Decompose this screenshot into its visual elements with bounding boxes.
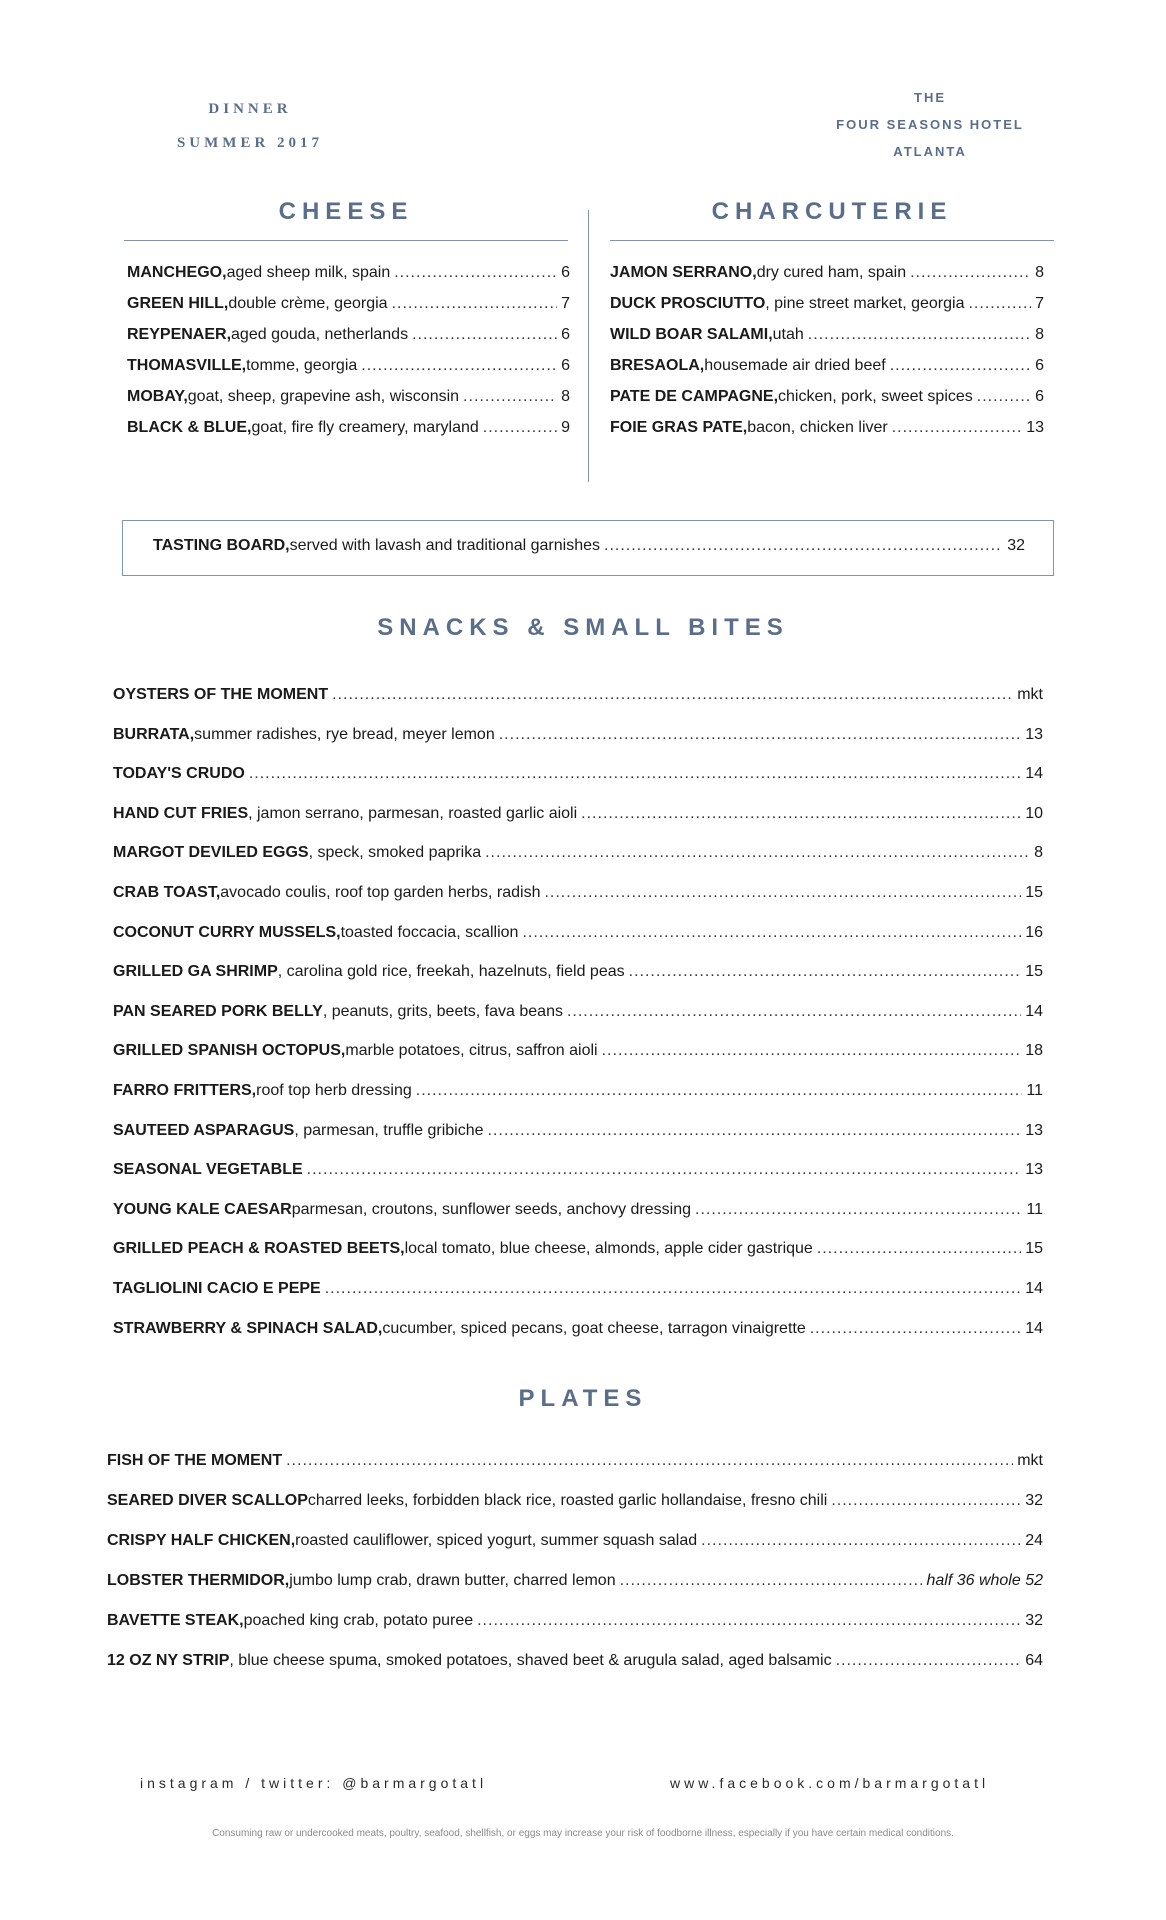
item-name: WILD BOAR SALAMI, xyxy=(610,326,773,343)
item-description: bacon, chicken liver xyxy=(747,419,888,436)
menu-item xyxy=(113,805,1043,845)
item-price: 13 xyxy=(1025,725,1043,743)
foodborne-illness-disclaimer: Consuming raw or undercooked meats, poultry, seafood, shellfish, or eggs may increase your risk of foodborne illness, especially if you have certain medical conditions. xyxy=(212,1828,954,1839)
dot-leader xyxy=(629,963,1022,981)
menu-item xyxy=(610,295,1044,326)
item-description: jumbo lump crab, drawn butter, charred lemon xyxy=(289,1572,616,1589)
item-price: 6 xyxy=(561,264,570,281)
item-name: TODAY'S CRUDO xyxy=(113,765,245,783)
menu-item xyxy=(113,686,1043,726)
item-name: SEARED DIVER SCALLOP xyxy=(107,1492,308,1509)
dot-leader xyxy=(286,1452,1013,1470)
dot-leader xyxy=(332,686,1013,704)
plates-list xyxy=(107,1452,1043,1692)
item-name: CRISPY HALF CHICKEN, xyxy=(107,1532,296,1549)
hotel-logo-line-3: ATLANTA xyxy=(893,144,967,159)
cheese-title: CHEESE xyxy=(278,198,414,225)
dot-leader xyxy=(817,1240,1021,1258)
item-name: CRAB TOAST, xyxy=(113,883,221,901)
item-name: FISH OF THE MOMENT xyxy=(107,1452,283,1469)
menu-item xyxy=(610,357,1044,388)
item-description: aged gouda, netherlands xyxy=(231,326,409,343)
item-price: 8 xyxy=(561,388,570,405)
item-name: 12 OZ NY STRIP xyxy=(107,1652,230,1669)
dot-leader xyxy=(463,388,557,406)
item-name: BURRATA, xyxy=(113,725,195,743)
item-description: marble potatoes, citrus, saffron aioli xyxy=(345,1042,598,1060)
item-name: BAVETTE STEAK, xyxy=(107,1612,244,1629)
item-description: dry cured ham, spain xyxy=(756,264,907,281)
menu-item xyxy=(107,1652,1043,1692)
menu-item xyxy=(127,388,570,419)
item-description: tomme, georgia xyxy=(246,357,358,374)
instagram-twitter-handle: instagram / twitter: @barmargotatl xyxy=(140,1775,488,1791)
item-description: summer radishes, rye bread, meyer lemon xyxy=(194,725,495,743)
item-name: SAUTEED ASPARAGUS xyxy=(113,1121,295,1139)
item-name: YOUNG KALE CAESAR xyxy=(113,1200,292,1218)
item-description: , peanuts, grits, beets, fava beans xyxy=(322,1002,563,1020)
menu-item xyxy=(113,1280,1043,1320)
dot-leader xyxy=(499,726,1021,744)
dot-leader xyxy=(977,388,1031,406)
item-name: BRESAOLA, xyxy=(610,357,705,374)
item-name: TAGLIOLINI CACIO E PEPE xyxy=(113,1279,321,1297)
item-name: FOIE GRAS PATE, xyxy=(610,419,748,436)
item-price: 13 xyxy=(1026,419,1044,436)
item-price: 9 xyxy=(561,419,570,436)
menu-item xyxy=(113,1320,1043,1360)
item-name: MOBAY, xyxy=(127,388,188,405)
item-name: MANCHEGO, xyxy=(127,264,227,281)
hotel-logo-line-2: FOUR SEASONS HOTEL xyxy=(836,117,1024,132)
item-description: local tomato, blue cheese, almonds, apple cider gastrique xyxy=(404,1240,813,1258)
menu-item xyxy=(113,1042,1043,1082)
item-name: MARGOT DEVILED EGGS xyxy=(113,844,309,862)
menu-meal-label: DINNER xyxy=(208,101,292,117)
cheese-list xyxy=(127,264,570,450)
menu-item xyxy=(113,1161,1043,1201)
item-description: , pine street market, georgia xyxy=(765,295,965,312)
dot-leader xyxy=(810,1320,1021,1338)
item-description: , blue cheese spuma, smoked potatoes, shaved beet & arugula salad, aged balsamic xyxy=(229,1652,832,1669)
item-description: poached king crab, potato puree xyxy=(243,1612,474,1629)
tasting-board-item xyxy=(153,537,1025,555)
menu-item xyxy=(127,419,570,450)
dot-leader xyxy=(581,805,1021,823)
dot-leader xyxy=(412,326,557,344)
dot-leader xyxy=(831,1492,1021,1510)
snacks-title: SNACKS & SMALL BITES xyxy=(377,614,789,641)
menu-item xyxy=(127,326,570,357)
dot-leader xyxy=(522,924,1021,942)
menu-season-label: SUMMER 2017 xyxy=(176,135,324,151)
dot-leader xyxy=(416,1082,1023,1100)
item-name: OYSTERS OF THE MOMENT xyxy=(113,686,329,703)
charcuterie-list xyxy=(610,264,1044,450)
item-price: half 36 whole 52 xyxy=(926,1572,1043,1589)
item-description: , parmesan, truffle gribiche xyxy=(294,1121,484,1139)
item-name: JAMON SERRANO, xyxy=(610,264,757,281)
item-price: 14 xyxy=(1025,765,1043,783)
item-name: DUCK PROSCIUTTO xyxy=(610,295,766,312)
dot-leader xyxy=(325,1280,1021,1298)
menu-item xyxy=(610,326,1044,357)
item-name: STRAWBERRY & SPINACH SALAD, xyxy=(113,1319,383,1337)
item-price: 6 xyxy=(1035,388,1044,405)
item-price: 10 xyxy=(1025,804,1043,822)
item-name: LOBSTER THERMIDOR, xyxy=(107,1572,290,1589)
item-price: 8 xyxy=(1034,844,1043,862)
item-name: GRILLED GA SHRIMP xyxy=(113,963,278,981)
dot-leader xyxy=(620,1572,923,1590)
item-price: 6 xyxy=(561,357,570,374)
item-price: 8 xyxy=(1035,326,1044,343)
dot-leader xyxy=(695,1201,1022,1219)
item-description: toasted foccacia, scallion xyxy=(340,923,519,941)
dot-leader xyxy=(890,357,1031,375)
dot-leader xyxy=(394,264,557,282)
menu-item xyxy=(127,357,570,388)
dot-leader xyxy=(544,884,1021,902)
item-description: roasted cauliflower, spiced yogurt, summer squash salad xyxy=(295,1532,698,1549)
dot-leader xyxy=(567,1003,1021,1021)
menu-item xyxy=(127,295,570,326)
item-name: PATE DE CAMPAGNE, xyxy=(610,388,779,405)
menu-item xyxy=(113,1003,1043,1043)
dot-leader xyxy=(808,326,1031,344)
dot-leader xyxy=(968,295,1031,313)
menu-item xyxy=(113,924,1043,964)
item-description: avocado coulis, roof top garden herbs, radish xyxy=(220,883,541,901)
item-name: THOMASVILLE, xyxy=(127,357,247,374)
item-price: 32 xyxy=(1025,1612,1043,1629)
item-name: GRILLED SPANISH OCTOPUS, xyxy=(113,1042,346,1060)
item-name: REYPENAER, xyxy=(127,326,232,343)
menu-header-left xyxy=(150,92,350,160)
dot-leader xyxy=(477,1612,1021,1630)
item-price: 14 xyxy=(1025,1319,1043,1337)
dot-leader xyxy=(483,419,557,437)
item-name: GRILLED PEACH & ROASTED BEETS, xyxy=(113,1240,405,1258)
menu-item xyxy=(113,963,1043,1003)
dot-leader xyxy=(701,1532,1021,1550)
menu-item xyxy=(107,1492,1043,1532)
item-price: 14 xyxy=(1025,1279,1043,1297)
item-price: 32 xyxy=(1025,1492,1043,1509)
item-price: 6 xyxy=(561,326,570,343)
item-description: , speck, smoked paprika xyxy=(308,844,482,862)
menu-item xyxy=(610,419,1044,450)
item-price: 32 xyxy=(1007,537,1025,554)
item-description: , carolina gold rice, freekah, hazelnuts, field peas xyxy=(277,963,625,981)
menu-item xyxy=(113,726,1043,766)
item-description: served with lavash and traditional garnishes xyxy=(289,537,600,554)
menu-item xyxy=(107,1452,1043,1492)
dot-leader xyxy=(307,1161,1022,1179)
item-description: utah xyxy=(772,326,804,343)
menu-item xyxy=(107,1572,1043,1612)
hotel-logo xyxy=(820,84,1040,165)
item-description: double crème, georgia xyxy=(228,295,388,312)
facebook-url: www.facebook.com/barmargotatl xyxy=(670,1775,990,1791)
column-divider xyxy=(588,210,589,482)
item-price: 8 xyxy=(1035,264,1044,281)
item-name: COCONUT CURRY MUSSELS, xyxy=(113,923,341,941)
item-price: 16 xyxy=(1025,923,1043,941)
item-price: 24 xyxy=(1025,1532,1043,1549)
item-description: aged sheep milk, spain xyxy=(226,264,391,281)
dot-leader xyxy=(836,1652,1022,1670)
menu-item xyxy=(113,1082,1043,1122)
item-price: 18 xyxy=(1025,1042,1043,1060)
item-price: 7 xyxy=(1035,295,1044,312)
item-description: chicken, pork, sweet spices xyxy=(778,388,973,405)
item-price: 11 xyxy=(1026,1081,1043,1099)
item-description: parmesan, croutons, sunflower seeds, anchovy dressing xyxy=(291,1200,692,1218)
item-name: HAND CUT FRIES xyxy=(113,804,249,822)
item-price: 15 xyxy=(1025,963,1043,981)
item-name: TASTING BOARD, xyxy=(153,537,290,554)
dot-leader xyxy=(392,295,558,313)
menu-item xyxy=(610,388,1044,419)
menu-item xyxy=(127,264,570,295)
dot-leader xyxy=(604,537,1003,555)
cheese-divider xyxy=(124,240,568,241)
dot-leader xyxy=(910,264,1031,282)
item-name: FARRO FRITTERS, xyxy=(113,1081,257,1099)
item-name: PAN SEARED PORK BELLY xyxy=(113,1002,323,1020)
item-price: 14 xyxy=(1025,1002,1043,1020)
menu-item xyxy=(113,884,1043,924)
dot-leader xyxy=(361,357,557,375)
item-price: 15 xyxy=(1025,1240,1043,1258)
item-price: 13 xyxy=(1025,1161,1043,1179)
menu-item xyxy=(107,1612,1043,1652)
item-price: 15 xyxy=(1025,883,1043,901)
item-description: cucumber, spiced pecans, goat cheese, tarragon vinaigrette xyxy=(382,1319,806,1337)
plates-title: PLATES xyxy=(518,1385,648,1412)
item-price: 7 xyxy=(561,295,570,312)
item-price: 64 xyxy=(1025,1652,1043,1669)
item-price: 11 xyxy=(1026,1200,1043,1218)
item-description: housemade air dried beef xyxy=(704,357,886,374)
menu-item xyxy=(610,264,1044,295)
menu-item xyxy=(113,844,1043,884)
charcuterie-title: CHARCUTERIE xyxy=(711,198,953,225)
item-price: 13 xyxy=(1025,1121,1043,1139)
item-name: GREEN HILL, xyxy=(127,295,229,312)
item-description: goat, fire fly creamery, maryland xyxy=(251,419,479,436)
dot-leader xyxy=(892,419,1022,437)
menu-item xyxy=(113,1240,1043,1280)
charcuterie-divider xyxy=(610,240,1054,241)
dot-leader xyxy=(602,1042,1022,1060)
item-description: , jamon serrano, parmesan, roasted garlic aioli xyxy=(248,804,578,822)
item-description: charred leeks, forbidden black rice, roasted garlic hollandaise, fresno chili xyxy=(307,1492,828,1509)
item-name: BLACK & BLUE, xyxy=(127,419,252,436)
item-price: 6 xyxy=(1035,357,1044,374)
dot-leader xyxy=(485,844,1030,862)
hotel-logo-line-1: THE xyxy=(914,90,946,105)
item-price: mkt xyxy=(1017,1452,1043,1469)
item-description: goat, sheep, grapevine ash, wisconsin xyxy=(187,388,460,405)
tasting-board-box xyxy=(122,520,1054,576)
snacks-list xyxy=(113,686,1043,1359)
menu-item xyxy=(113,765,1043,805)
dot-leader xyxy=(488,1122,1022,1140)
item-description: roof top herb dressing xyxy=(256,1081,412,1099)
menu-item xyxy=(113,1201,1043,1241)
item-price: mkt xyxy=(1017,686,1043,703)
menu-item xyxy=(113,1122,1043,1162)
menu-item xyxy=(107,1532,1043,1572)
dot-leader xyxy=(249,765,1021,783)
item-name: SEASONAL VEGETABLE xyxy=(113,1161,303,1179)
